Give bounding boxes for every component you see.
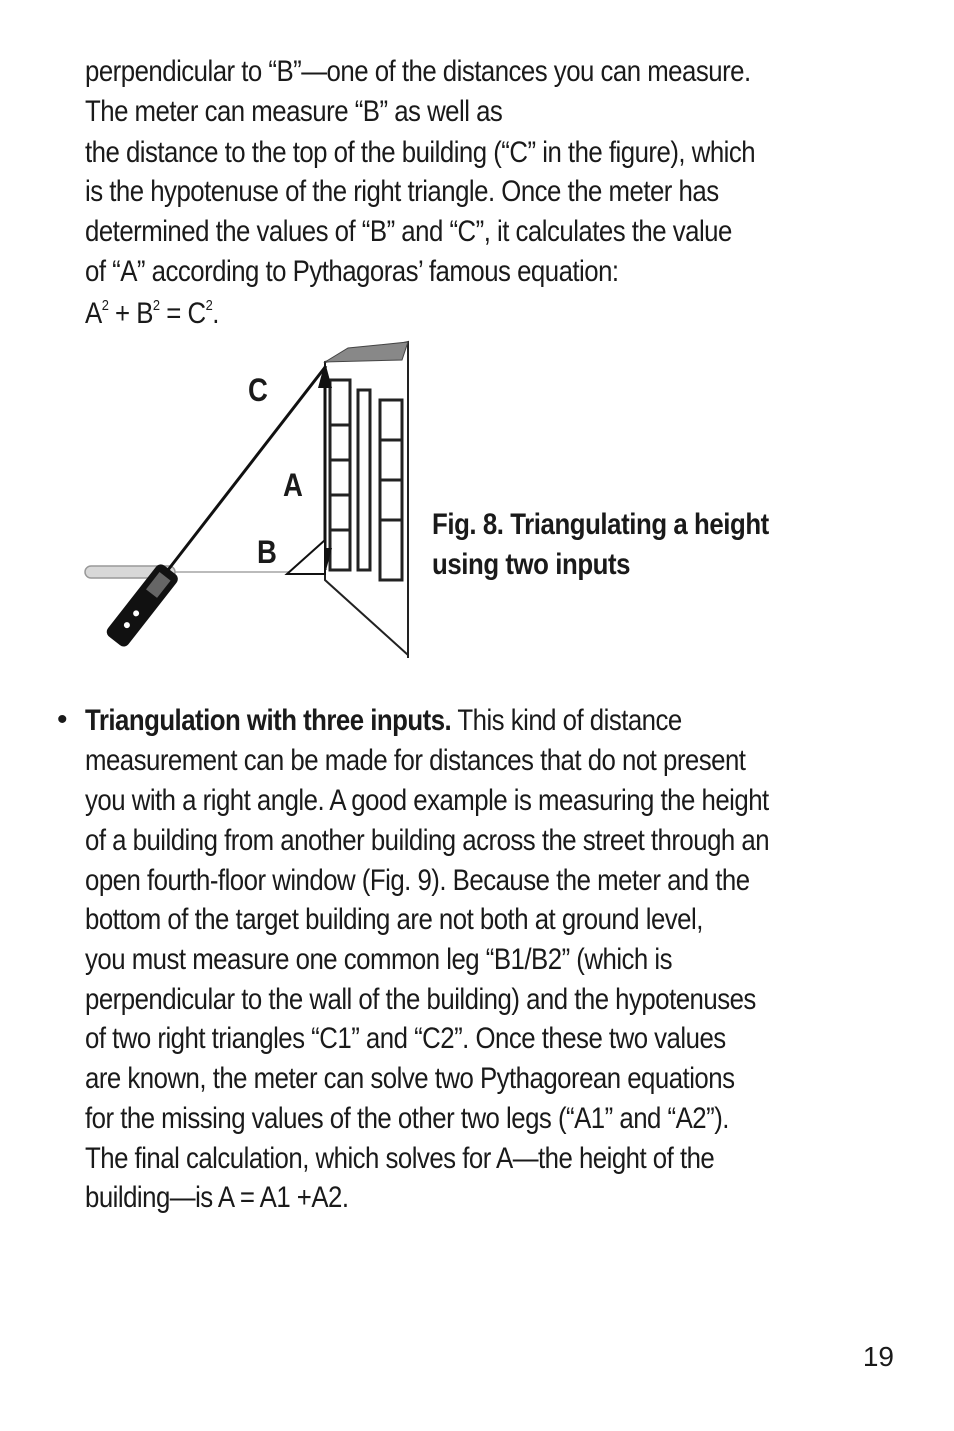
intro-line: the distance to the top of the building (“C” in the figure), which [85, 136, 756, 169]
building-drawing [325, 342, 408, 658]
bullet-line: of two right triangles “C1” and “C2”. Once these two values [85, 1022, 726, 1055]
caption-line: using two inputs [432, 548, 631, 581]
bullet-first-line: Triangulation with three inputs. This kind of distance [85, 704, 682, 737]
page-number: 19 [862, 1341, 894, 1372]
intro-line: determined the values of “B” and “C”, it calculates the value [85, 215, 732, 248]
bullet-line: for the missing values of the other two legs (“A1” and “A2”). [85, 1102, 729, 1135]
intro-line: perpendicular to “B”—one of the distances you can measure. [85, 55, 751, 88]
label-c: C [248, 372, 268, 408]
caption-line: Fig. 8. Triangulating a height [432, 508, 769, 541]
intro-line: is the hypotenuse of the right triangle. Once the meter has [85, 175, 719, 208]
bullet-line: measurement can be made for distances that do not present [85, 744, 746, 777]
pythagoras-equation: $A^2 + B^2 = C^2$. [85, 297, 219, 330]
bullet-line: are known, the meter can solve two Pythagorean equations [85, 1062, 735, 1095]
label-b: B [257, 534, 277, 570]
bullet-line: The final calculation, which solves for A—the height of the [85, 1142, 715, 1175]
bullet-title: Triangulation with three inputs. [85, 704, 452, 737]
bullet-line: of a building from another building across the street through an [85, 824, 770, 857]
intro-line: The meter can measure “B” as well as [85, 95, 503, 128]
figure-caption [432, 505, 769, 585]
bullet-line: you must measure one common leg “B1/B2” (which is [85, 943, 673, 976]
bullet-marker: • [57, 703, 68, 736]
bullet-line: perpendicular to the wall of the building) and the hypotenuses [85, 983, 756, 1016]
bullet-line: open fourth-floor window (Fig. 9). Because the meter and the [85, 864, 750, 897]
bullet-line: building—is A = A1 +A2. [85, 1181, 349, 1214]
bullet-line: bottom of the target building are not both at ground level, [85, 903, 703, 936]
bullet-line: you with a right angle. A good example is measuring the height [85, 784, 769, 817]
label-a: A [283, 467, 303, 503]
figure-8-illustration [80, 340, 415, 660]
intro-line: of “A” according to Pythagoras’ famous equation: [85, 255, 619, 288]
